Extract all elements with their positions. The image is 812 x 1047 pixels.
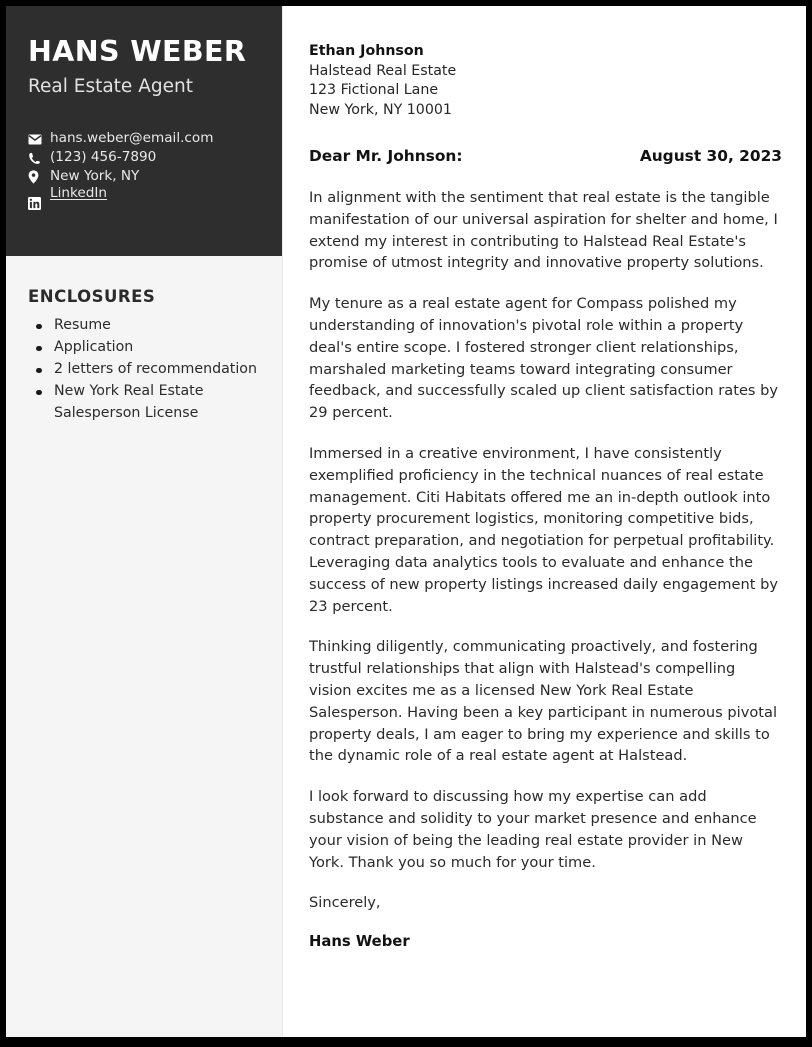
recipient-address-block bbox=[309, 42, 782, 120]
enclosures-section bbox=[6, 256, 282, 424]
body-paragraph: Immersed in a creative environment, I have consistently exemplified proficiency in the technical nuances of real estate management. Citi Habitats offered me an in-depth outlook into property procurement logistics, monitoring competitive bids, contract preparation, and negotiation for perpetual profitability. Leveraging data analytics tools to evaluate and enhance the success of new property listings increased daily engagement by 23 percent. bbox=[309, 444, 778, 615]
contact-phone-text: (123) 456-7890 bbox=[50, 149, 157, 166]
salutation-row bbox=[309, 147, 782, 165]
contact-item-email bbox=[28, 129, 260, 148]
body-paragraph: I look forward to discussing how my expertise can add substance and solidity to your market presence and enhance your vision of being the leading real estate provider in New York. Thank you so much for your time. bbox=[309, 788, 757, 871]
body-paragraph: My tenure as a real estate agent for Compass polished my understanding of innovation's pivotal role within a property deal's entire scope. I fostered stronger client relationships, marshaled marketing teams toward integrating consumer feedback, and successfully scaled up client satisfaction rates by 29 percent. bbox=[309, 295, 779, 422]
body-paragraph: In alignment with the sentiment that real estate is the tangible manifestation of our universal aspiration for shelter and home, I extend my interest in contributing to Halstead Real Estate's promise of utmost integrity and innovative property solutions. bbox=[309, 189, 778, 272]
recipient-street: 123 Fictional Lane bbox=[309, 82, 439, 98]
list-item: 2 letters of recommendation bbox=[28, 359, 262, 381]
contact-item-phone bbox=[28, 148, 260, 167]
letter-date: August 30, 2023 bbox=[639, 147, 782, 165]
recipient-city-state-zip: New York, NY 10001 bbox=[309, 101, 452, 118]
salutation: Dear Mr. Johnson: bbox=[309, 147, 463, 165]
cover-letter-page bbox=[6, 6, 806, 1037]
linkedin-icon bbox=[28, 184, 50, 210]
list-item: Application bbox=[28, 337, 262, 359]
candidate-job-title: Real Estate Agent bbox=[28, 76, 193, 98]
enclosures-heading: ENCLOSURES bbox=[28, 287, 156, 306]
candidate-name: HANS WEBER bbox=[28, 35, 247, 68]
closing-line: Sincerely, bbox=[309, 894, 381, 912]
enclosures-list bbox=[28, 315, 262, 424]
contact-list bbox=[28, 129, 260, 210]
sidebar-header-block bbox=[6, 6, 282, 256]
recipient-company: Halstead Real Estate bbox=[309, 62, 457, 79]
contact-email-text: hans.weber@email.com bbox=[50, 130, 214, 147]
envelope-icon bbox=[28, 129, 50, 148]
list-item: Resume bbox=[28, 315, 262, 337]
contact-item-linkedin[interactable] bbox=[28, 184, 260, 210]
list-item: New York Real Estate Salesperson License bbox=[28, 381, 262, 424]
contact-linkedin-text[interactable] bbox=[50, 184, 260, 203]
signature-name: Hans Weber bbox=[309, 933, 410, 951]
recipient-name: Ethan Johnson bbox=[309, 43, 424, 59]
contact-location-text: New York, NY bbox=[50, 168, 140, 185]
sidebar bbox=[6, 6, 283, 1037]
phone-icon bbox=[28, 148, 50, 167]
body-paragraph: Thinking diligently, communicating proactively, and fostering trustful relationships that align with Halstead's compelling vision excites me as a licensed New York Real Estate Salesperson. Having been a key participant in numerous pivotal property deals, I am eager to bring my experience and skills to the dynamic role of a real estate agent at Halstead. bbox=[309, 638, 777, 765]
letter-body bbox=[283, 6, 806, 1037]
linkedin-link[interactable]: LinkedIn bbox=[50, 185, 107, 202]
